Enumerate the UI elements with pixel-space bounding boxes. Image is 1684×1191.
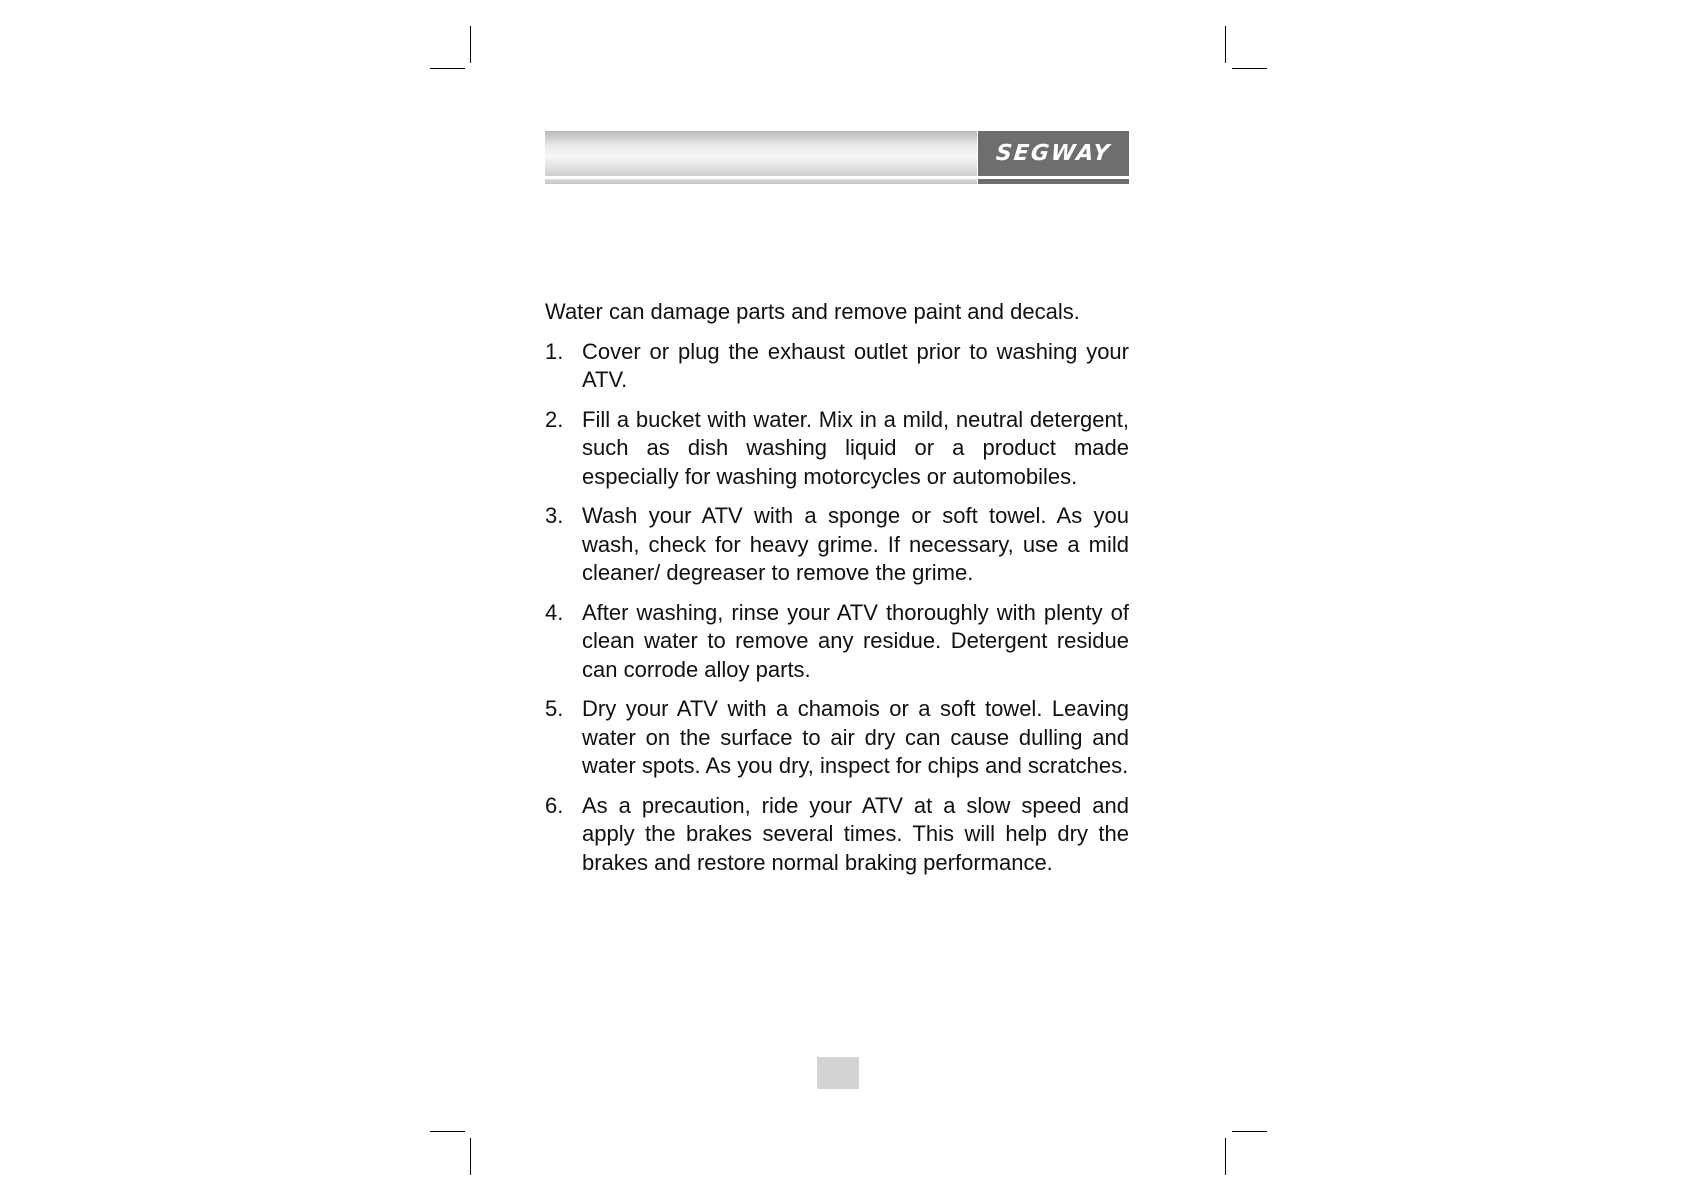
step-number: 3. [545, 503, 564, 528]
crop-mark-top-left-vertical [470, 26, 471, 63]
crop-mark-bottom-right-horizontal [1232, 1131, 1267, 1132]
brand-logo [978, 131, 1129, 176]
list-item [545, 792, 1129, 878]
crop-mark-top-right-horizontal [1232, 68, 1267, 69]
crop-mark-top-left-horizontal [430, 68, 465, 69]
washing-steps-list [545, 338, 1129, 878]
step-number: 2. [545, 406, 564, 432]
intro-paragraph: Water can damage parts and remove paint and decals. [545, 299, 1080, 324]
step-number: 4. [545, 599, 564, 625]
crop-mark-bottom-left-horizontal [430, 1131, 465, 1132]
step-number: 5. [545, 696, 564, 721]
list-item [545, 338, 1129, 395]
step-text: Wash your ATV with a sponge or soft towel. As you wash, check for heavy grime. If necessary, use a mild cleaner/ degreaser to remove the grime. [582, 503, 1129, 585]
brand-logo-text: SEGWAY [994, 141, 1113, 166]
step-number: 6. [545, 792, 564, 818]
header-underline-light [545, 179, 977, 184]
step-text: Dry your ATV with a chamois or a soft towel. Leaving water on the surface to air dry can cause dulling and water spots. As you dry, inspect for chips and scratches. [582, 696, 1129, 778]
crop-mark-top-right-vertical [1225, 26, 1226, 63]
crop-mark-bottom-right-vertical [1225, 1138, 1226, 1175]
step-number: 1. [545, 338, 564, 364]
header-gradient-bar [545, 131, 977, 176]
list-item [545, 502, 1129, 588]
step-text: After washing, rinse your ATV thoroughly with plenty of clean water to remove any residue. Detergent residue can corrode alloy parts. [582, 599, 1129, 682]
page-content [545, 298, 1129, 888]
header-underline-dark [978, 179, 1129, 184]
page-number-box [817, 1057, 859, 1089]
step-text: Cover or plug the exhaust outlet prior to washing your ATV. [582, 338, 1129, 392]
list-item [545, 599, 1129, 685]
step-text: Fill a bucket with water. Mix in a mild, neutral detergent, such as dish washing liquid or a product made especially for washing motorcycles or automobiles. [582, 406, 1129, 489]
list-item [545, 406, 1129, 492]
crop-mark-bottom-left-vertical [470, 1138, 471, 1175]
list-item [545, 695, 1129, 781]
page-header [545, 131, 1129, 184]
step-text: As a precaution, ride your ATV at a slow speed and apply the brakes several times. This will help dry the brakes and restore normal braking performance. [582, 792, 1129, 875]
